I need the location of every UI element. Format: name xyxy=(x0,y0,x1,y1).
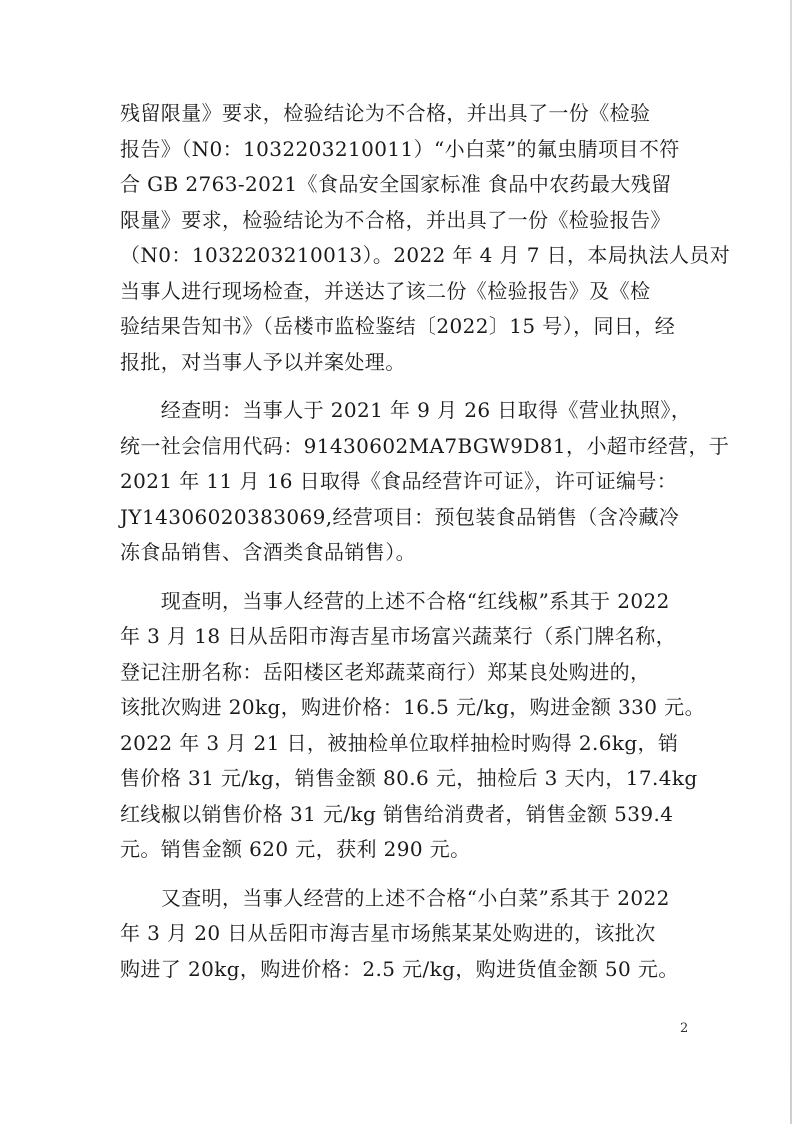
text-line: 登记注册名称：岳阳楼区老郑蔬菜商行）郑某良处购进的， xyxy=(120,659,651,684)
paragraph-red-pepper-findings xyxy=(120,584,705,868)
document-body xyxy=(120,96,731,987)
paragraph-bok-choy-findings xyxy=(120,881,700,988)
text-line: （N0：1032203210013）。2022 年 4 月 7 日，本局执法人员对 xyxy=(120,243,731,267)
text-line: 经查明：当事人于 2021 年 9 月 26 日取得《营业执照》， xyxy=(120,398,692,422)
text-line: 元。销售金额 620 元，获利 290 元。 xyxy=(120,837,471,861)
paragraph-inspection-results xyxy=(120,96,731,380)
text-line: 又查明，当事人经营的上述不合格“小白菜”系其于 2022 xyxy=(120,885,670,910)
text-line: 残留限量》要求，检验结论为不合格，并出具了一份《检验 xyxy=(120,101,651,125)
text-line: 报告》（N0：1032203210011）“小白菜”的氟虫腈项目不符 xyxy=(120,136,680,161)
text-line: 合 GB 2763-2021《食品安全国家标准 食品中农药最大残留 xyxy=(120,172,672,196)
text-line: 当事人进行现场检查，并送达了该二份《检验报告》及《检 xyxy=(120,278,651,303)
text-line: 现查明，当事人经营的上述不合格“红线椒”系其于 2022 xyxy=(120,588,670,613)
text-line: 购进了 20kg，购进价格：2.5 元/kg，购进货值金额 50 元。 xyxy=(120,956,679,981)
page-edge-shadow xyxy=(790,0,792,1124)
text-line: 2021 年 11 月 16 日取得《食品经营许可证》，许可证编号： xyxy=(120,469,678,493)
text-line: 红线椒以销售价格 31 元/kg 销售给消费者，销售金额 539.4 xyxy=(120,801,674,826)
text-line: 该批次购进 20kg，购进价格：16.5 元/kg，购进金额 330 元。 xyxy=(120,695,705,719)
text-line: 冻食品销售、含酒类食品销售）。 xyxy=(120,540,416,564)
page-number: 2 xyxy=(680,1021,689,1036)
text-line: 验结果告知书》（岳楼市监检鉴结〔2022〕15 号），同日，经 xyxy=(120,314,676,338)
text-line: JY14306020383069,经营项目：预包装食品销售（含冷藏冷 xyxy=(120,504,680,529)
text-line: 2022 年 3 月 21 日，被抽检单位取样抽检时购得 2.6kg，销 xyxy=(120,730,679,755)
text-line: 报批，对当事人予以并案处理。 xyxy=(120,349,406,374)
text-line: 售价格 31 元/kg，销售金额 80.6 元，抽检后 3 天内，17.4kg xyxy=(120,766,698,790)
text-line: 限量》要求，检验结论为不合格，并出具了一份《检验报告》 xyxy=(120,207,671,232)
paragraph-business-license xyxy=(120,393,730,571)
text-line: 年 3 月 20 日从岳阳市海吉星市场熊某某处购进的，该批次 xyxy=(120,921,656,945)
text-line: 统一社会信用代码：91430602MA7BGW9D81，小超市经营，于 xyxy=(120,433,730,458)
text-line: 年 3 月 18 日从岳阳市海吉星市场富兴蔬菜行（系门牌名称， xyxy=(120,624,677,648)
